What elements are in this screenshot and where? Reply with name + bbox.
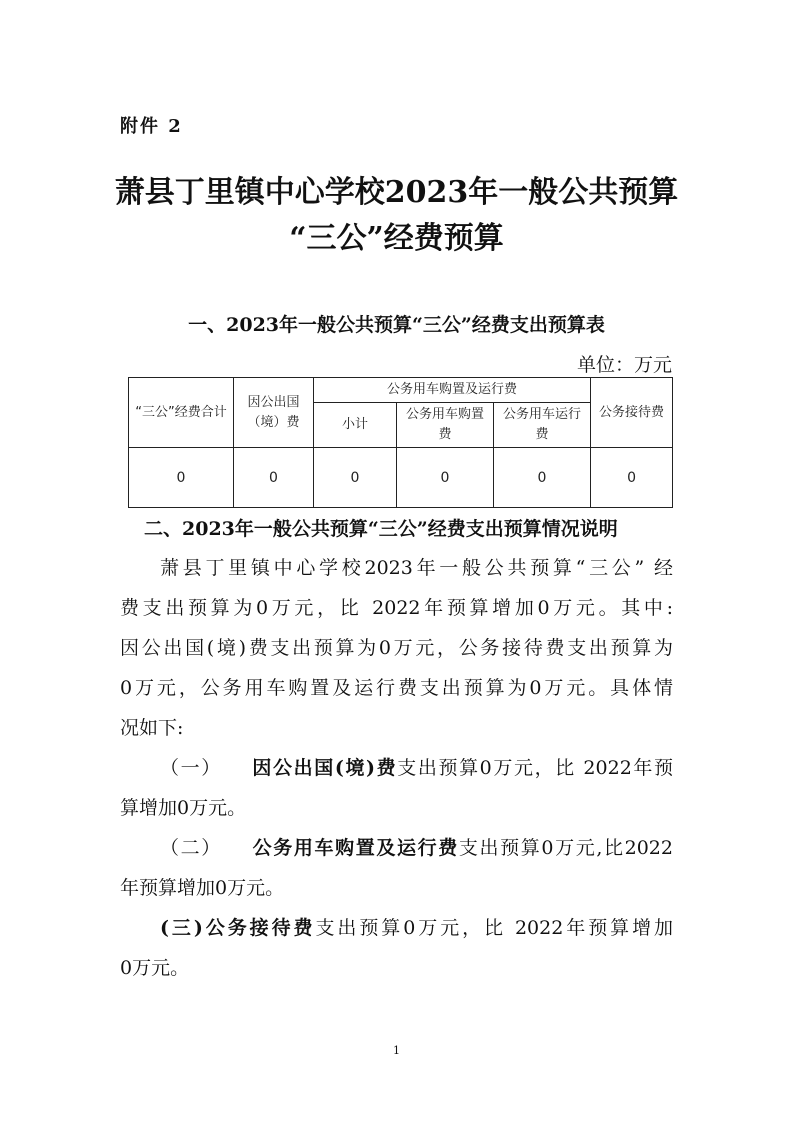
table-header-row-1 xyxy=(129,378,673,403)
header-reception: 公务接待费 xyxy=(591,378,673,448)
item-1-line-1 xyxy=(160,748,673,788)
header-abroad: 因公出国（境）费 xyxy=(234,378,314,448)
intro-line-5: 况如下: xyxy=(120,717,184,739)
document-title xyxy=(0,170,793,262)
item-3-line-2: 0万元。 xyxy=(120,957,190,979)
table-row xyxy=(129,448,673,508)
item-2-text: 支出预算0万元,比2022 xyxy=(458,837,673,859)
item-2-marker: （二） xyxy=(160,837,222,859)
header-total: “三公”经费合计 xyxy=(129,378,234,448)
document-title-line-2: “三公”经费预算 xyxy=(289,221,504,256)
header-vehicle-operation: 公务用车运行费 xyxy=(494,403,591,448)
cell-reception: 0 xyxy=(591,448,673,508)
intro-line-2: 费支出预算为0万元，比 2022年预算增加0万元。其中: xyxy=(120,597,673,619)
cell-vehicle-operation: 0 xyxy=(494,448,591,508)
header-vehicle-purchase: 公务用车购置费 xyxy=(397,403,494,448)
header-subtotal: 小计 xyxy=(314,403,397,448)
attachment-label: 附件 2 xyxy=(120,116,183,137)
intro-line-1: 萧县丁里镇中心学校2023年一般公共预算“三公” 经 xyxy=(160,557,673,579)
cell-abroad: 0 xyxy=(234,448,314,508)
item-1-text: 支出预算0万元，比 2022年预 xyxy=(397,757,673,779)
item-3-text: 支出预算0万元，比 2022年预算增加 xyxy=(315,917,674,939)
section-2-heading: 二、2023年一般公共预算“三公”经费支出预算情况说明 xyxy=(144,518,618,540)
item-3-label: (三)公务接待费 xyxy=(160,917,316,939)
item-2-label: 公务用车购置及运行费 xyxy=(252,837,459,859)
item-1-marker: （一） xyxy=(160,757,222,779)
intro-line-4: 0万元，公务用车购置及运行费支出预算为0万元。具体情 xyxy=(120,677,673,699)
cell-subtotal: 0 xyxy=(314,448,397,508)
item-2-line-2: 年预算增加0万元。 xyxy=(120,877,285,899)
budget-table xyxy=(128,377,673,508)
item-1-line-2: 算增加0万元。 xyxy=(120,797,247,819)
section-1-heading: 一、2023年一般公共预算“三公”经费支出预算表 xyxy=(188,314,605,336)
unit-label: 单位：万元 xyxy=(576,354,672,376)
item-1-label: 因公出国(境)费 xyxy=(252,757,398,779)
document-title-line-1: 萧县丁里镇中心学校2023年一般公共预算 xyxy=(114,175,679,210)
cell-total: 0 xyxy=(129,448,234,508)
header-vehicle-group: 公务用车购置及运行费 xyxy=(314,378,591,403)
cell-vehicle-purchase: 0 xyxy=(397,448,494,508)
item-2-line-1 xyxy=(160,828,673,868)
intro-line-3: 因公出国(境)费支出预算为0万元，公务接待费支出预算为 xyxy=(120,637,673,659)
item-3-line-1 xyxy=(160,908,673,948)
page-number: 1 xyxy=(393,1044,400,1057)
